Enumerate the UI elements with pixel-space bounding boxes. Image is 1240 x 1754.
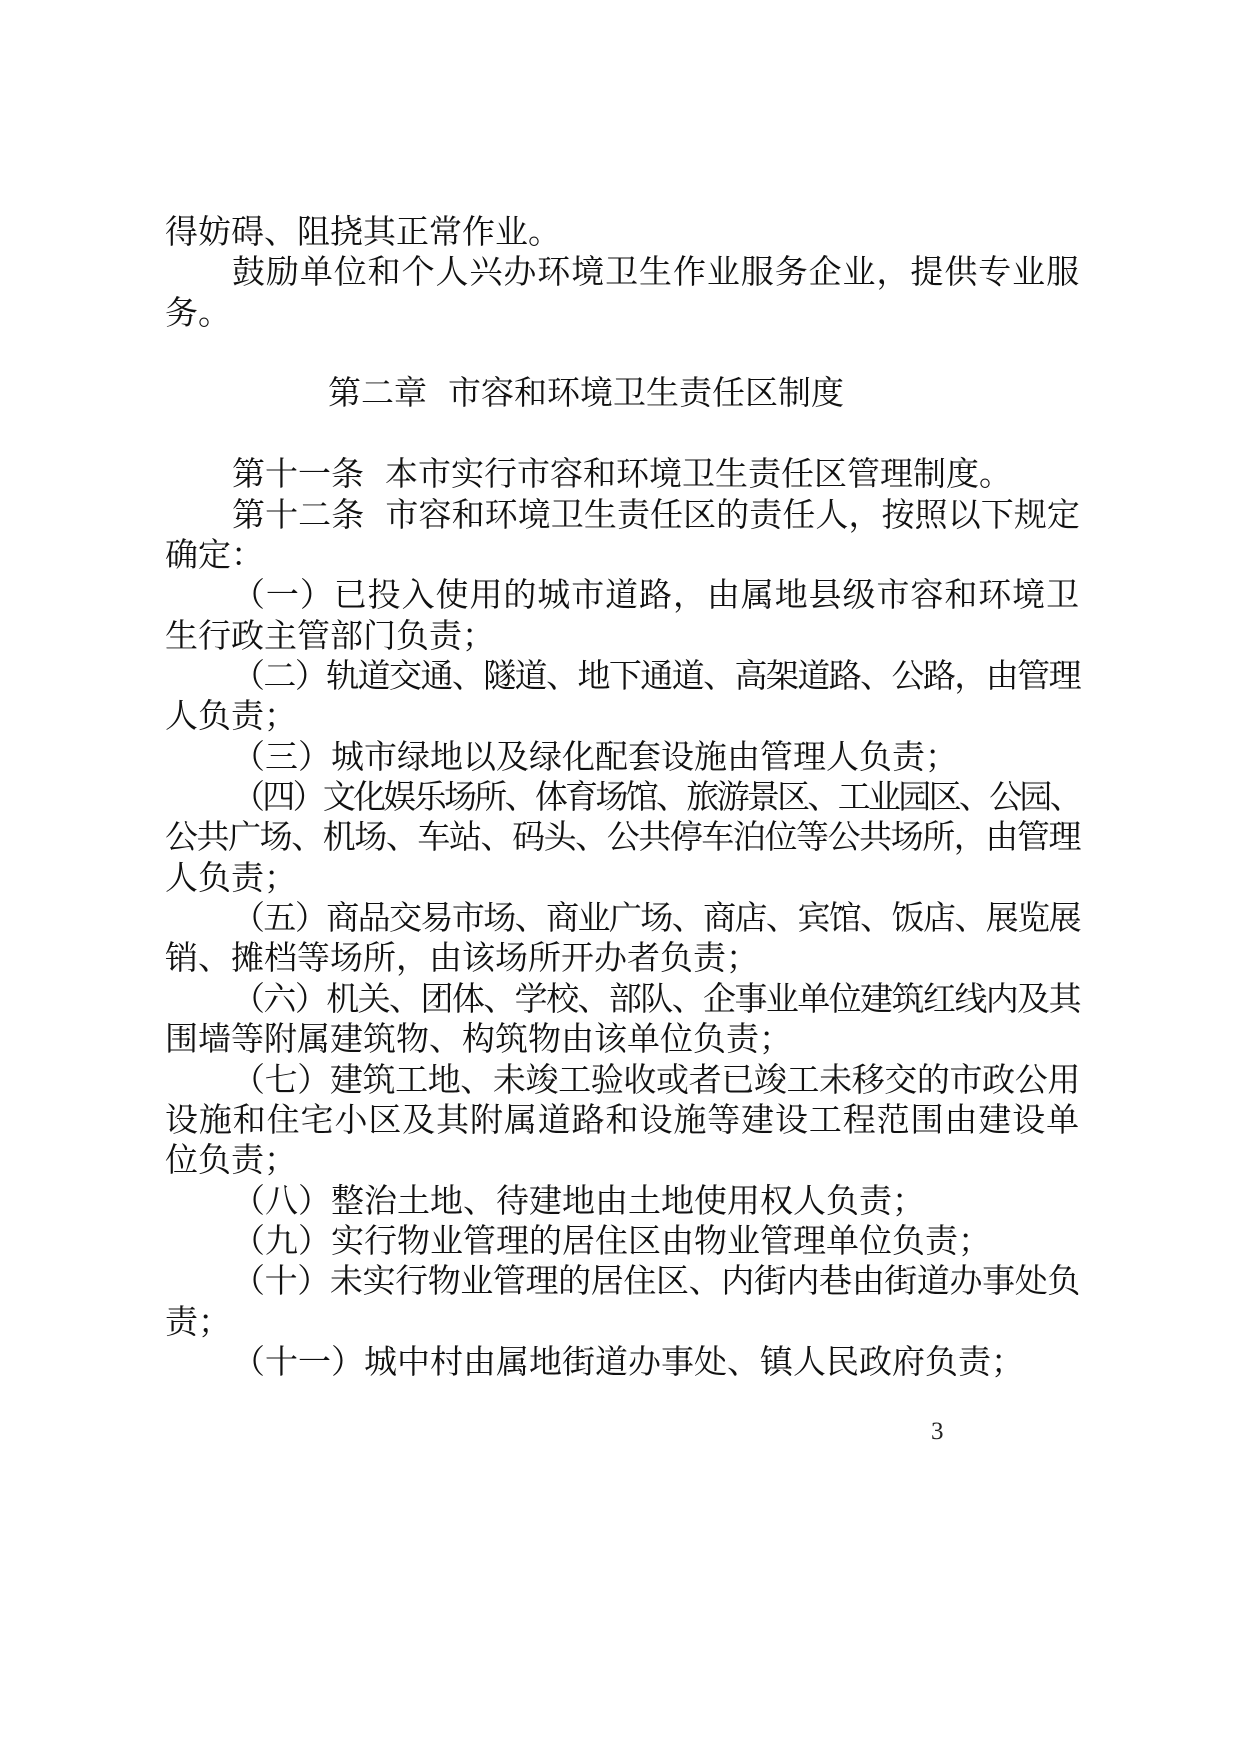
- line-text: 务。: [165, 292, 231, 332]
- line-text: （一）已投入使用的城市道路，由属地县级市容和环境卫: [232, 575, 1080, 615]
- text-line: [165, 1060, 1080, 1100]
- list-item-5: [165, 898, 1080, 979]
- text-line: [165, 1342, 1080, 1382]
- line-text: （三）城市绿地以及绿化配套设施由管理人负责；: [232, 736, 958, 776]
- line-text: 位负责；: [165, 1140, 297, 1180]
- line-text: （十）未实行物业管理的居住区、内街内巷由街道办事处负: [232, 1261, 1081, 1301]
- line-text: 人负责；: [165, 696, 297, 736]
- chapter-title: 第二章 市容和环境卫生责任区制度: [328, 373, 844, 413]
- line-text: 确定：: [165, 534, 264, 574]
- list-item-10: [165, 1261, 1080, 1342]
- list-item-7: [165, 1060, 1080, 1181]
- text-line: [165, 817, 1080, 857]
- line-text: （七）建筑工地、未竣工验收或者已竣工未移交的市政公用: [232, 1059, 1081, 1099]
- line-text: 得妨碍、阻挠其正常作业。: [165, 212, 561, 251]
- list-item-1: [165, 575, 1080, 656]
- line-text: 销、摊档等场所，由该场所开办者负责；: [165, 938, 759, 978]
- text-line: [165, 1100, 1080, 1140]
- list-item-9: [165, 1221, 1080, 1261]
- line-text: 人负责；: [165, 857, 297, 897]
- text-line: [165, 1261, 1080, 1301]
- line-text: （六）机关、团体、学校、部队、企事业单位建筑红线内及其: [232, 978, 1081, 1018]
- list-item-11: [165, 1342, 1080, 1382]
- list-item-2: [165, 656, 1080, 737]
- text-line: [165, 616, 1080, 656]
- line-text: （四）文化娱乐场所、体育场馆、旅游景区、工业园区、公园、: [232, 777, 1081, 817]
- line-text: （十一）城中村由属地街道办事处、镇人民政府负责；: [232, 1342, 1024, 1382]
- chapter-heading: [165, 373, 1080, 413]
- text-line: [165, 858, 1080, 898]
- article-12: [165, 495, 1080, 576]
- text-line: [165, 1019, 1080, 1059]
- line-text: 第十一条 本市实行市容和环境卫生责任区管理制度。: [232, 454, 1012, 494]
- line-text: 设施和住宅小区及其附属道路和设施等建设工程范围由建设单: [165, 1099, 1080, 1139]
- list-item-4: [165, 777, 1080, 898]
- line-text: 鼓励单位和个人兴办环境卫生作业服务企业，提供专业服: [232, 252, 1080, 292]
- text-line: [165, 1181, 1080, 1221]
- body-text: [165, 212, 1080, 1382]
- text-line: [165, 938, 1080, 978]
- text-line: [165, 495, 1080, 535]
- line-text: 责；: [165, 1301, 231, 1341]
- text-line: [165, 454, 1080, 494]
- text-line: [165, 898, 1080, 938]
- text-line: [165, 293, 1080, 333]
- text-line: [165, 1302, 1080, 1342]
- line-text: 第十二条 市容和环境卫生责任区的责任人，按照以下规定: [232, 494, 1080, 534]
- list-item-6: [165, 979, 1080, 1060]
- text-line: [165, 777, 1080, 817]
- continued-paragraph: [165, 212, 1080, 252]
- line-text: 公共广场、机场、车站、码头、公共停车泊位等公共场所，由管理: [165, 817, 1081, 857]
- line-text: 围墙等附属建筑物、构筑物由该单位负责；: [165, 1019, 792, 1059]
- text-line: [165, 575, 1080, 615]
- article-11: [165, 454, 1080, 494]
- line-text: （五）商品交易市场、商业广场、商店、宾馆、饭店、展览展: [232, 898, 1081, 938]
- text-line: [165, 1221, 1080, 1261]
- text-line: [165, 212, 1080, 252]
- text-line: [165, 656, 1080, 696]
- line-text: （二）轨道交通、隧道、地下通道、高架道路、公路，由管理: [232, 655, 1081, 695]
- line-text: （九）实行物业管理的居住区由物业管理单位负责；: [232, 1220, 991, 1260]
- page-number: 3: [931, 1418, 944, 1445]
- text-line: [165, 737, 1080, 777]
- text-line: [165, 979, 1080, 1019]
- list-item-3: [165, 737, 1080, 777]
- line-text: （八）整治土地、待建地由土地使用权人负责；: [232, 1180, 925, 1220]
- text-line: [165, 252, 1080, 292]
- text-line: [165, 535, 1080, 575]
- list-item-8: [165, 1181, 1080, 1221]
- line-text: 生行政主管部门负责；: [165, 615, 495, 655]
- text-line: [165, 696, 1080, 736]
- text-line: [165, 1140, 1080, 1180]
- encourage-paragraph: [165, 252, 1080, 333]
